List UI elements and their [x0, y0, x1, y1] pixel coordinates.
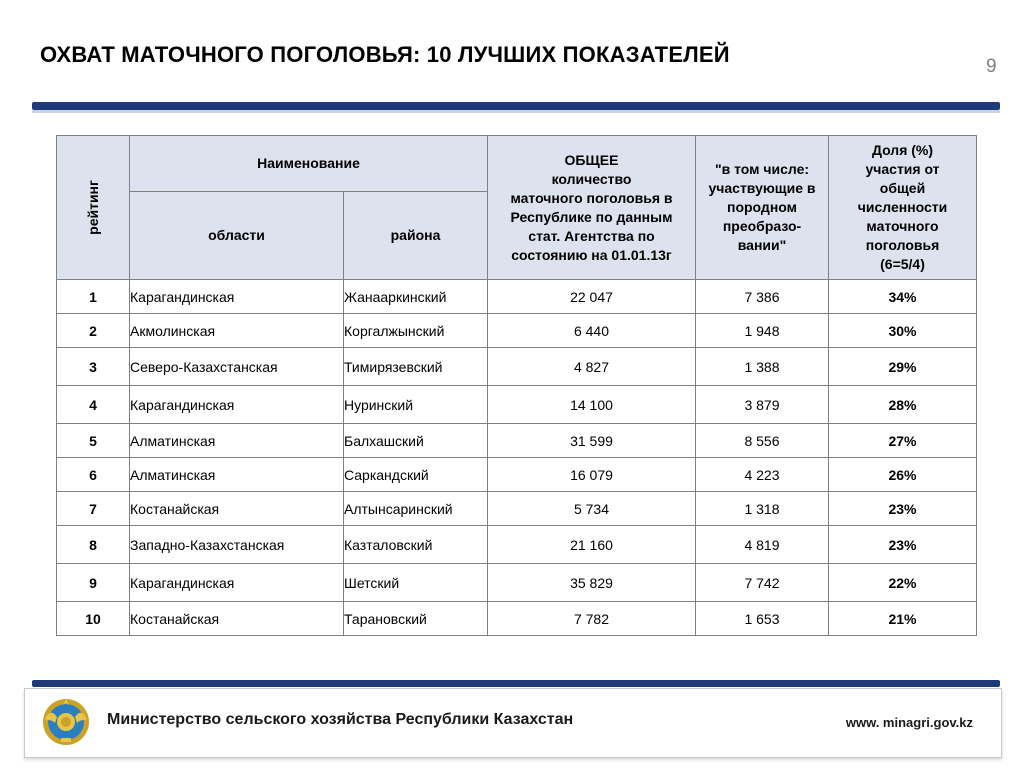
district-cell: Тимирязевский: [344, 348, 488, 386]
rank-cell: 5: [57, 424, 130, 458]
header-share-line: маточного: [866, 218, 939, 234]
breeding-cell: 1 388: [696, 348, 829, 386]
header-breeding-line: породном: [727, 199, 797, 215]
rank-cell: 8: [57, 526, 130, 564]
table-row: [57, 280, 977, 314]
table-row: [57, 602, 977, 636]
rank-cell: 3: [57, 348, 130, 386]
header-rating: [57, 136, 130, 280]
total-cell: 6 440: [488, 314, 696, 348]
region-cell: Костанайская: [130, 602, 344, 636]
table-row: [57, 458, 977, 492]
district-cell: Жанааркинский: [344, 280, 488, 314]
breeding-cell: 7 386: [696, 280, 829, 314]
header-share-line: поголовья: [865, 237, 940, 253]
table-row: [57, 314, 977, 348]
header-total-line: ОБЩЕЕ: [564, 151, 619, 168]
header-share-line: общей: [879, 180, 926, 196]
district-cell: Саркандский: [344, 458, 488, 492]
footer: [24, 688, 1002, 758]
district-cell: Тарановский: [344, 602, 488, 636]
region-cell: Карагандинская: [130, 564, 344, 602]
rank-cell: 1: [57, 280, 130, 314]
total-cell: 5 734: [488, 492, 696, 526]
region-cell: Западно-Казахстанская: [130, 526, 344, 564]
table-row: [57, 526, 977, 564]
page-number: 9: [986, 56, 997, 77]
rating-table: [56, 135, 977, 636]
share-cell: 22%: [829, 564, 977, 602]
district-cell: Коргалжынский: [344, 314, 488, 348]
district-cell: Казталовский: [344, 526, 488, 564]
rank-cell: 7: [57, 492, 130, 526]
share-cell: 29%: [829, 348, 977, 386]
breeding-cell: 1 318: [696, 492, 829, 526]
header-total-line: стат. Агентства по: [528, 227, 655, 244]
header-district: района: [344, 192, 488, 280]
header-name: Наименование: [130, 136, 488, 192]
region-cell: Карагандинская: [130, 386, 344, 424]
ministry-name: Министерство сельского хозяйства Республики Казахстан: [107, 711, 574, 728]
header-share-line: численности: [857, 199, 948, 215]
header-total-line: состоянию на 01.01.13г: [511, 246, 672, 263]
region-cell: Алматинская: [130, 424, 344, 458]
table-row: [57, 564, 977, 602]
header-breeding-line: вании": [737, 237, 787, 253]
share-cell: 21%: [829, 602, 977, 636]
header-share: [829, 136, 977, 280]
table-row: [57, 492, 977, 526]
region-cell: Алматинская: [130, 458, 344, 492]
region-cell: Северо-Казахстанская: [130, 348, 344, 386]
header-rating-label: рейтинг: [84, 180, 101, 235]
rank-cell: 4: [57, 386, 130, 424]
breeding-cell: 4 819: [696, 526, 829, 564]
share-cell: 34%: [829, 280, 977, 314]
region-cell: Карагандинская: [130, 280, 344, 314]
header-breeding-line: преобразо-: [722, 218, 802, 234]
total-cell: 21 160: [488, 526, 696, 564]
share-cell: 27%: [829, 424, 977, 458]
header-region: области: [130, 192, 344, 280]
region-cell: Костанайская: [130, 492, 344, 526]
ministry-url-link[interactable]: www. minagri.gov.kz: [845, 715, 973, 730]
total-cell: 14 100: [488, 386, 696, 424]
header-breeding: [696, 136, 829, 280]
table-row: [57, 386, 977, 424]
rank-cell: 2: [57, 314, 130, 348]
share-cell: 23%: [829, 526, 977, 564]
header-total-line: маточного поголовья в: [510, 189, 673, 206]
breeding-cell: 1 948: [696, 314, 829, 348]
title-divider: [32, 102, 1000, 110]
table-row: [57, 348, 977, 386]
header-breeding-line: "в том числе:: [714, 161, 810, 177]
footer-divider: [32, 680, 1000, 687]
total-cell: 7 782: [488, 602, 696, 636]
district-cell: Балхашский: [344, 424, 488, 458]
header-total-line: Республике по данным: [510, 208, 673, 225]
share-cell: 26%: [829, 458, 977, 492]
page-title: ОХВАТ МАТОЧНОГО ПОГОЛОВЬЯ: 10 ЛУЧШИХ ПОКАЗАТЕЛЕЙ: [40, 42, 730, 67]
share-cell: 30%: [829, 314, 977, 348]
header-breeding-line: участвующие в: [708, 180, 816, 196]
table-row: [57, 424, 977, 458]
district-cell: Шетский: [344, 564, 488, 602]
breeding-cell: 1 653: [696, 602, 829, 636]
header-total: [488, 136, 696, 280]
total-cell: 31 599: [488, 424, 696, 458]
breeding-cell: 3 879: [696, 386, 829, 424]
kazakhstan-emblem-icon: [41, 697, 91, 747]
header-share-line: участия от: [865, 161, 940, 177]
header-share-line: Доля (%): [871, 142, 934, 158]
district-cell: Нуринский: [344, 386, 488, 424]
total-cell: 16 079: [488, 458, 696, 492]
total-cell: 22 047: [488, 280, 696, 314]
share-cell: 28%: [829, 386, 977, 424]
breeding-cell: 8 556: [696, 424, 829, 458]
total-cell: 35 829: [488, 564, 696, 602]
region-cell: Акмолинская: [130, 314, 344, 348]
breeding-cell: 4 223: [696, 458, 829, 492]
rank-cell: 9: [57, 564, 130, 602]
header-total-line: количество: [551, 170, 632, 187]
district-cell: Алтынсаринский: [344, 492, 488, 526]
header-share-line: (6=5/4): [880, 256, 925, 272]
total-cell: 4 827: [488, 348, 696, 386]
rank-cell: 10: [57, 602, 130, 636]
rank-cell: 6: [57, 458, 130, 492]
share-cell: 23%: [829, 492, 977, 526]
breeding-cell: 7 742: [696, 564, 829, 602]
